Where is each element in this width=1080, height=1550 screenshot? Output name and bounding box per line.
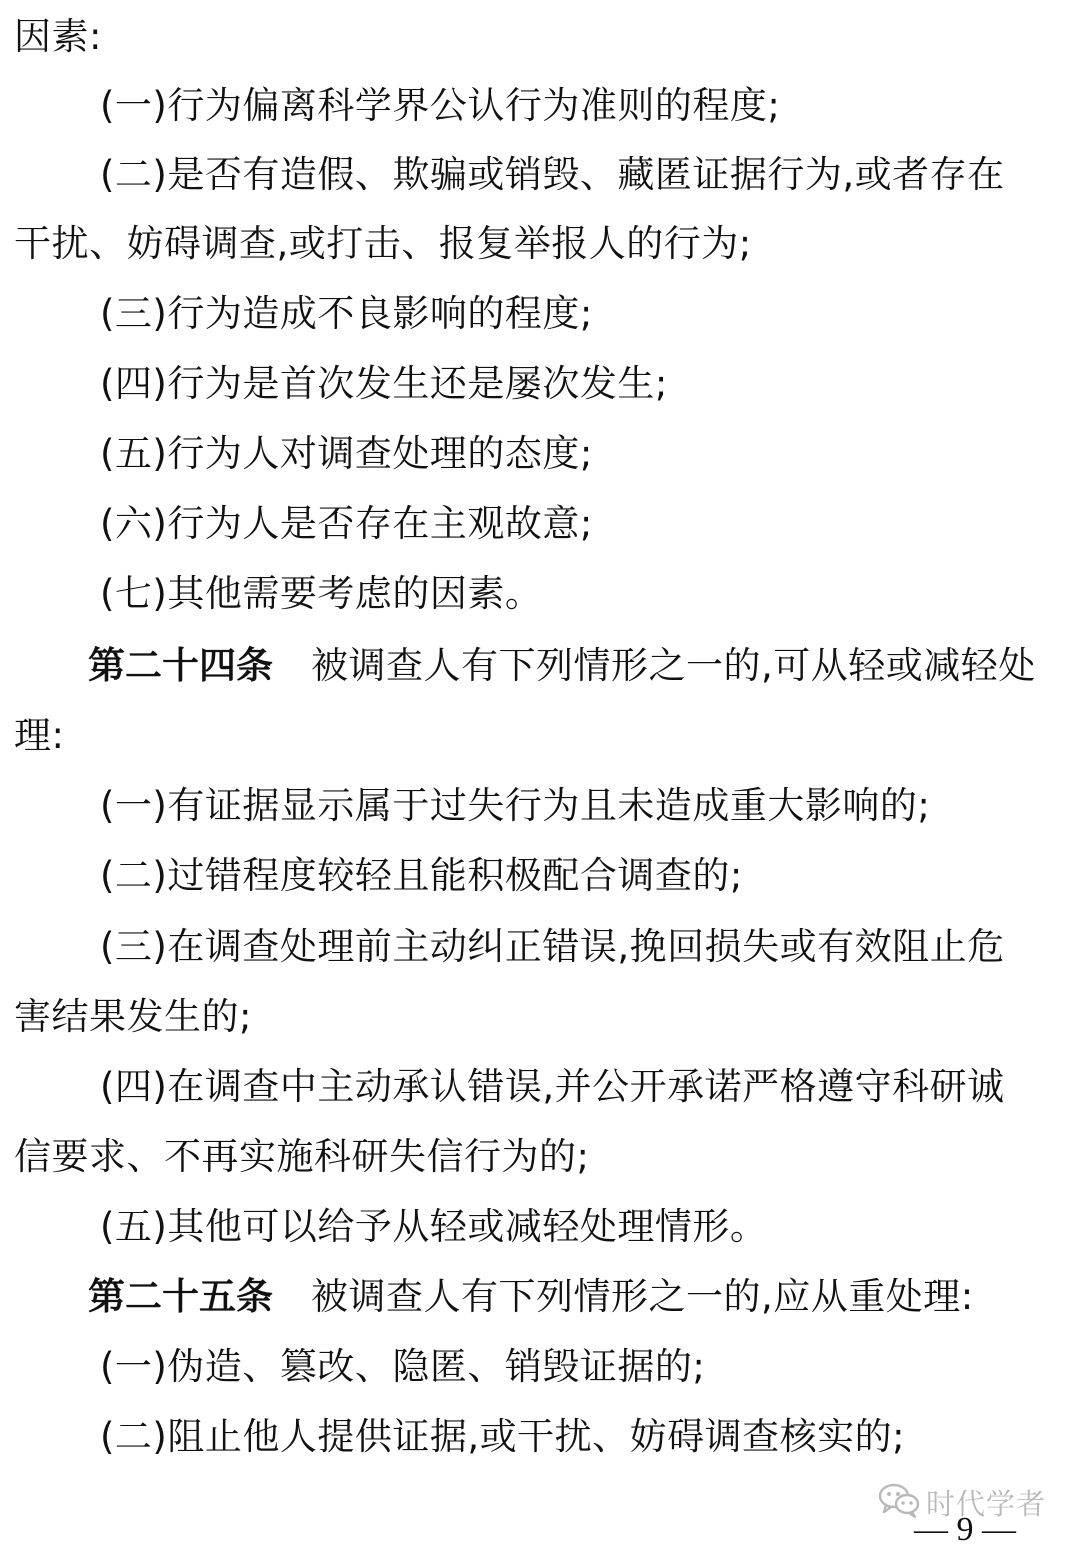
text-line: 因素: <box>14 15 102 58</box>
article-paragraph <box>0 637 1080 695</box>
list-item: (六)行为人是否存在主观故意; <box>100 502 593 545</box>
list-item-continuation: 害结果发生的; <box>14 995 252 1038</box>
list-item: (四)在调查中主动承认错误,并公开承诺严格遵守科研诚 <box>100 1065 1005 1108</box>
list-item: (五)行为人对调查处理的态度; <box>100 432 593 475</box>
page-number: — 9 — <box>914 1511 1016 1548</box>
article-number: 第二十四条 <box>88 644 273 687</box>
list-item: (三)行为造成不良影响的程度; <box>100 292 593 335</box>
watermark-label: 时代学者 <box>925 1487 1046 1521</box>
list-item: (二)过错程度较轻且能积极配合调查的; <box>100 854 743 897</box>
list-item: (五)其他可以给予从轻或减轻处理情形。 <box>100 1205 768 1248</box>
list-item: (三)在调查处理前主动纠正错误,挽回损失或有效阻止危 <box>100 925 1005 968</box>
list-item: (一)有证据显示属于过失行为且未造成重大影响的; <box>100 784 931 827</box>
list-item: (二)是否有造假、欺骗或销毁、藏匿证据行为,或者存在 <box>100 153 1005 196</box>
article-paragraph <box>0 1268 1080 1326</box>
list-item: (一)行为偏离科学界公认行为准则的程度; <box>100 84 781 127</box>
article-continuation: 理: <box>14 714 65 757</box>
article-number: 第二十五条 <box>88 1275 273 1318</box>
list-item-continuation: 信要求、不再实施科研失信行为的; <box>14 1135 590 1178</box>
list-item: (七)其他需要考虑的因素。 <box>100 572 543 615</box>
list-item: (二)阻止他人提供证据,或干扰、妨碍调查核实的; <box>100 1415 906 1458</box>
article-text: 被调查人有下列情形之一的,可从轻或减轻处 <box>311 644 1036 687</box>
list-item: (一)伪造、篡改、隐匿、销毁证据的; <box>100 1345 706 1388</box>
list-item-continuation: 干扰、妨碍调查,或打击、报复举报人的行为; <box>14 222 752 265</box>
article-text: 被调查人有下列情形之一的,应从重处理: <box>311 1275 974 1318</box>
list-item: (四)行为是首次发生还是屡次发生; <box>100 362 668 405</box>
